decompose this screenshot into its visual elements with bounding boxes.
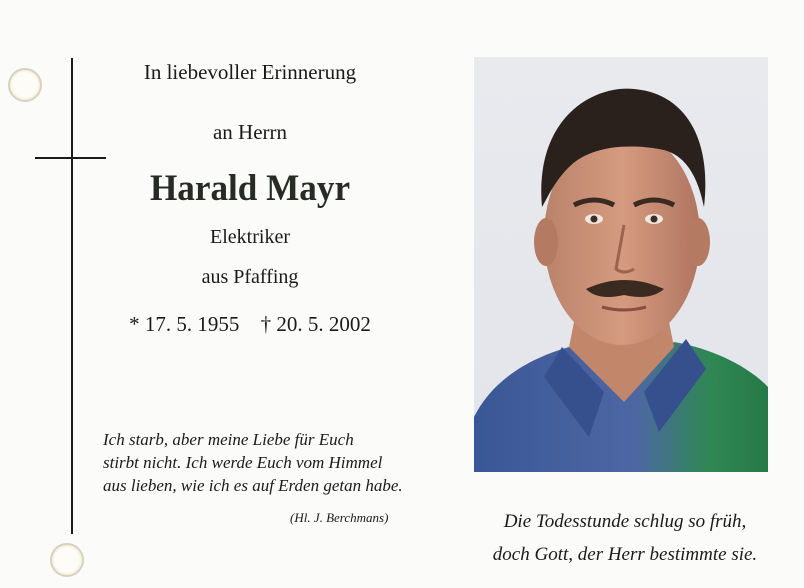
birth-date: * 17. 5. 1955 xyxy=(129,312,240,336)
cross-icon-horizontal xyxy=(35,157,106,159)
life-dates xyxy=(90,312,410,337)
heading-salutation: an Herrn xyxy=(212,120,288,144)
portrait-photo xyxy=(474,57,768,472)
punch-hole-top xyxy=(8,68,42,102)
portrait-illustration xyxy=(474,57,768,472)
closing-line: Die Todesstunde schlug so früh, xyxy=(503,511,747,532)
punch-hole-bottom xyxy=(50,543,84,577)
quote-line: stirbt nicht. Ich werde Euch vom Himmel xyxy=(103,453,383,472)
deceased-name: Harald Mayr xyxy=(149,168,351,209)
deceased-profession: Elektriker xyxy=(210,226,290,248)
deceased-origin: aus Pfaffing xyxy=(201,266,299,288)
heading-in-memory: In liebevoller Erinnerung xyxy=(143,60,357,84)
quote-author: (Hl. J. Berchmans) xyxy=(290,510,389,525)
quote-line: aus lieben, wie ich es auf Erden getan habe. xyxy=(103,476,403,495)
closing-line: doch Gott, der Herr bestimmte sie. xyxy=(492,544,758,565)
closing-verse xyxy=(460,505,790,571)
quote-line: Ich starb, aber meine Liebe für Euch xyxy=(103,430,354,449)
memorial-quote xyxy=(103,428,423,497)
cross-icon-vertical xyxy=(71,58,73,534)
death-date: † 20. 5. 2002 xyxy=(260,312,371,336)
